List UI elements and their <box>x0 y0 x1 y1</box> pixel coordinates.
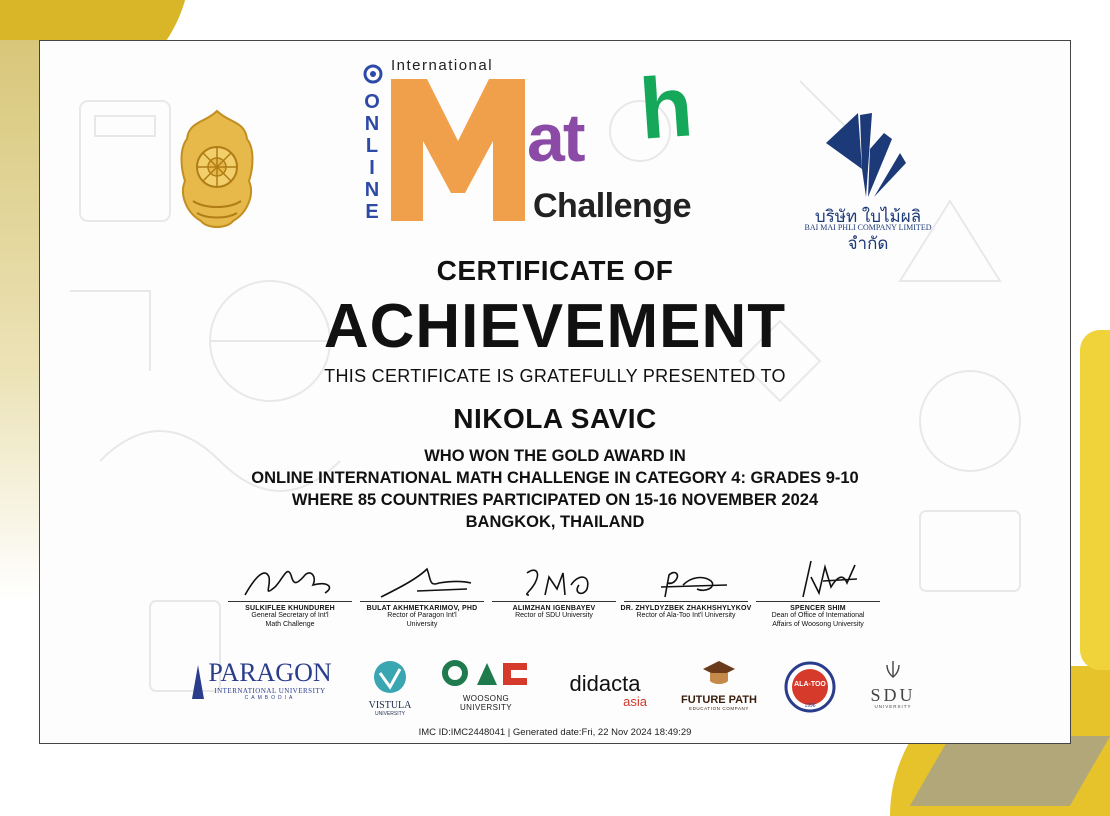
woosong-oac-mark <box>441 659 531 689</box>
vistula-university-logo: VISTULA UNIVERSITY <box>362 659 418 717</box>
certificate-frame <box>39 40 1071 744</box>
gold-side-decoration-right <box>1080 330 1110 670</box>
award-description <box>40 445 1070 533</box>
logo-math-at: at <box>527 100 584 176</box>
logo-challenge-text: Challenge <box>533 187 691 225</box>
ala-too-seal-icon <box>784 661 836 713</box>
signature-block-3: ALIMZHAN IGENBAYEV Rector of SDU University <box>484 557 624 621</box>
woosong-university-logo: WOOSONG UNIVERSITY <box>440 659 532 712</box>
future-path-logo: FUTURE PATH EDUCATION COMPANY <box>676 659 762 711</box>
award-line-3: WHERE 85 COUNTRIES PARTICIPATED ON 15-16 NOVEMBER 2024 <box>291 491 819 509</box>
certificate-heading-large: ACHIEVEMENT <box>323 292 787 361</box>
logo-international-text: International <box>391 57 494 74</box>
certificate-heading-small: CERTIFICATE OF <box>436 255 674 286</box>
logo-online-vertical-text: O N L I N E <box>364 91 380 223</box>
signature-block-1: SULKIFLEE KHUNDUREH General Secretary of Int'l Math Challenge <box>220 557 360 629</box>
award-line-4: BANGKOK, THAILAND <box>465 513 645 531</box>
handwritten-signature <box>763 557 873 601</box>
handwritten-signature <box>235 557 345 601</box>
signature-block-5: SPENCER SHIM Dean of Office of International Affairs of Woosong University <box>748 557 888 629</box>
award-line-1: WHO WON THE GOLD AWARD IN <box>424 447 686 465</box>
award-line-2: ONLINE INTERNATIONAL MATH CHALLENGE IN CATEGORY 4: GRADES 9-10 <box>251 469 859 487</box>
target-icon <box>362 63 384 85</box>
signature-block-2: BULAT AKHMETKARIMOV, PHD Rector of Paragon Int'l University <box>352 557 492 629</box>
bai-mai-phli-leaf-icon <box>822 109 908 201</box>
handwritten-signature <box>499 557 609 601</box>
handwritten-signature <box>367 557 477 601</box>
company-name-thai: บริษัท ใบไม้ผลิ จำกัด <box>814 207 922 253</box>
recipient-name: NIKOLA SAVIC <box>453 403 657 434</box>
didacta-asia-logo: didacta asia <box>569 671 647 709</box>
handwritten-signature <box>631 557 741 601</box>
thai-ministry-seal-icon <box>175 109 259 234</box>
certificate-footer-id: IMC ID:IMC2448041 | Generated date:Fri, 22 Nov 2024 18:49:29 <box>418 727 692 738</box>
graduation-cap-icon <box>702 659 736 689</box>
presented-to-text: THIS CERTIFICATE IS GRATEFULLY PRESENTED TO <box>324 366 786 386</box>
paragon-university-logo: PARAGON INTERNATIONAL UNIVERSITY CAMBODIA <box>192 659 334 701</box>
paragon-tower-icon <box>190 665 206 699</box>
company-name-english: BAI MAI PHLI COMPANY LIMITED <box>804 223 932 232</box>
ala-too-university-logo <box>784 661 836 718</box>
logo-math-m <box>389 75 527 223</box>
vistula-circle-icon <box>372 659 408 695</box>
sdu-university-logo: SDU UNIVERSITY <box>862 659 924 709</box>
ala-too-year: 1996 <box>804 703 816 709</box>
logo-math-h: h <box>636 58 696 158</box>
signature-block-4: DR. ZHYLDYZBEK ZHAKHSHYLYKOV Rector of Ala-Too Int'l University <box>616 557 756 621</box>
ala-too-text: ALA-TOO <box>794 681 826 688</box>
sdu-crown-icon <box>883 659 903 681</box>
